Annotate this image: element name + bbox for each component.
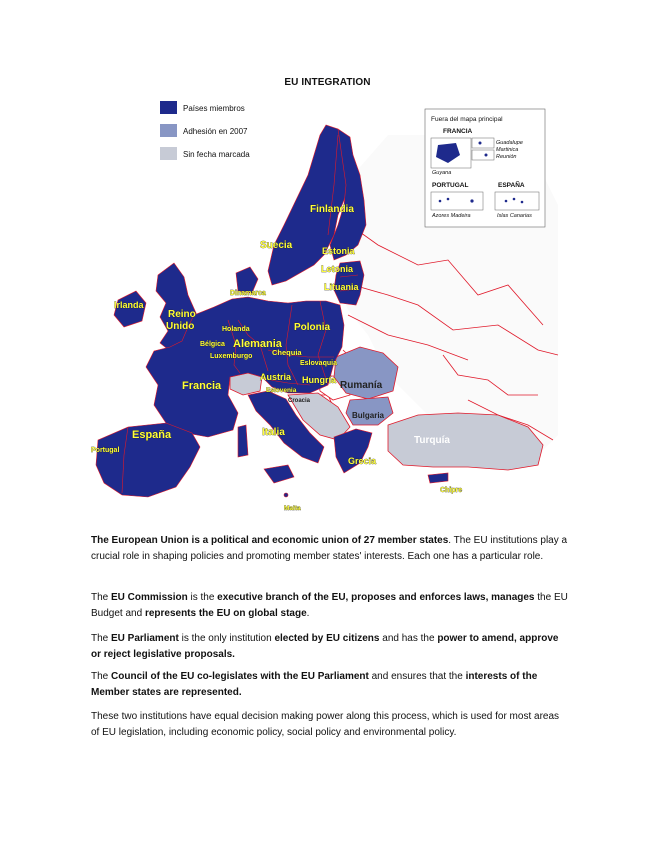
paragraph-fragment: represents the EU on global stage xyxy=(144,607,307,619)
label-malta: Malta xyxy=(284,505,301,512)
paragraph-fragment: EU Commission xyxy=(111,592,188,603)
legend-swatch-accession xyxy=(160,124,177,137)
inset-francia: FRANCIA xyxy=(443,128,473,135)
paragraph-fragment: EU Parliament xyxy=(111,633,179,644)
paragraph-fragment: The xyxy=(91,592,112,603)
label-irlanda: Irlanda xyxy=(114,300,144,310)
label-croacia: Croacia xyxy=(288,398,311,404)
country-suiza xyxy=(230,373,262,395)
label-hungria: Hungría xyxy=(302,375,337,385)
inset-guyana: Guyana xyxy=(432,170,452,176)
label-rumania: Rumanía xyxy=(340,380,383,391)
label-dinamarca: Dinamarca xyxy=(230,290,266,297)
label-finlandia: Finlandia xyxy=(310,204,354,215)
inset-portugal: PORTUGAL xyxy=(432,182,469,189)
label-lituania: Lituania xyxy=(324,282,359,292)
paragraph-intro xyxy=(91,533,569,565)
label-reino: Reino xyxy=(168,309,196,320)
paragraph-decision xyxy=(91,709,569,741)
inset-reunion: Reunión xyxy=(496,154,517,160)
paragraph-fragment: Council of the EU co-legislates with the EU Parliament xyxy=(111,671,369,682)
label-francia: Francia xyxy=(182,380,222,392)
legend-no-date: Sin fecha marcada xyxy=(183,150,250,159)
paragraph-fragment: is the xyxy=(187,592,218,603)
legend-swatch-no-date xyxy=(160,147,177,160)
label-eslovaquia: Eslovaquia xyxy=(300,360,337,367)
legend-accession: Adhesión en 2007 xyxy=(183,127,248,136)
inset-espana: ESPAÑA xyxy=(498,182,525,189)
label-italia: Italia xyxy=(262,427,285,438)
label-espana: España xyxy=(132,429,172,441)
paragraph-fragment: . The EU institutions play a crucial role in shaping policies and promoting member states' interests. Each one has a particular role. xyxy=(91,535,568,562)
inset-martinica: Martinica xyxy=(496,147,519,153)
paragraph-fragment: These two institutions have equal decision making power along this process, which is used for most areas of EU legislation, including economic policy, social policy and environmental policy. xyxy=(91,711,560,738)
label-estonia: Estonia xyxy=(322,246,355,256)
paragraph-fragment: executive branch of the EU, proposes and enforces laws, manages xyxy=(217,592,535,603)
label-unido: Unido xyxy=(166,321,195,332)
label-portugal: Portugal xyxy=(91,447,120,454)
paragraph-commission xyxy=(91,590,569,622)
paragraph-fragment: and has the xyxy=(379,633,438,644)
paragraph-council xyxy=(91,669,569,701)
paragraph-fragment: and ensures that the xyxy=(368,671,466,682)
label-turquia: Turquía xyxy=(414,435,450,446)
inset-espana-islands: Islas Canarias xyxy=(497,213,532,219)
paragraph-fragment: power to amend, approve or reject legislative proposals. xyxy=(91,633,559,660)
label-bulgaria: Bulgaria xyxy=(352,411,385,420)
label-eslovenia: Eslovenia xyxy=(266,387,297,394)
paragraph-fragment: elected by EU citizens xyxy=(274,633,380,644)
label-letonia: Letonia xyxy=(321,264,354,274)
label-austria: Austria xyxy=(260,372,292,382)
paragraph-fragment: The xyxy=(91,671,112,682)
eu-map xyxy=(88,95,563,520)
legend-swatch-members xyxy=(160,101,177,114)
paragraph-fragment: . xyxy=(306,607,310,619)
inset-guadalupe: Guadalupe xyxy=(496,140,523,146)
label-grecia: Grecia xyxy=(348,456,377,466)
label-holanda: Holanda xyxy=(222,326,250,333)
eu-map-svg xyxy=(88,95,563,520)
inset-portugal-islands: Azores Madeira xyxy=(432,213,471,219)
label-suecia: Suecia xyxy=(260,240,293,251)
label-belgica: Bélgica xyxy=(200,341,225,348)
label-chequia: Chequia xyxy=(272,348,302,357)
legend-members: Países miembros xyxy=(183,104,245,113)
map-inset xyxy=(425,109,545,227)
paragraph-fragment: the EU Budget and xyxy=(91,592,568,619)
label-alemania: Alemania xyxy=(233,338,282,350)
paragraph-parliament xyxy=(91,631,569,663)
label-luxemburgo: Luxemburgo xyxy=(210,353,253,360)
map-legend xyxy=(160,101,250,160)
page-title: EU INTEGRATION xyxy=(284,77,371,88)
label-polonia: Polonia xyxy=(294,322,331,333)
paragraph-fragment: is the only institution xyxy=(178,633,275,644)
paragraph-fragment: The European Union is a political and economic union of 27 member states xyxy=(91,535,449,546)
label-chipre: Chipre xyxy=(440,487,463,494)
paragraph-fragment: interests of the Member states are represented. xyxy=(91,671,538,698)
inset-title: Fuera del mapa principal xyxy=(431,116,503,123)
paragraph-fragment: The xyxy=(91,633,112,644)
